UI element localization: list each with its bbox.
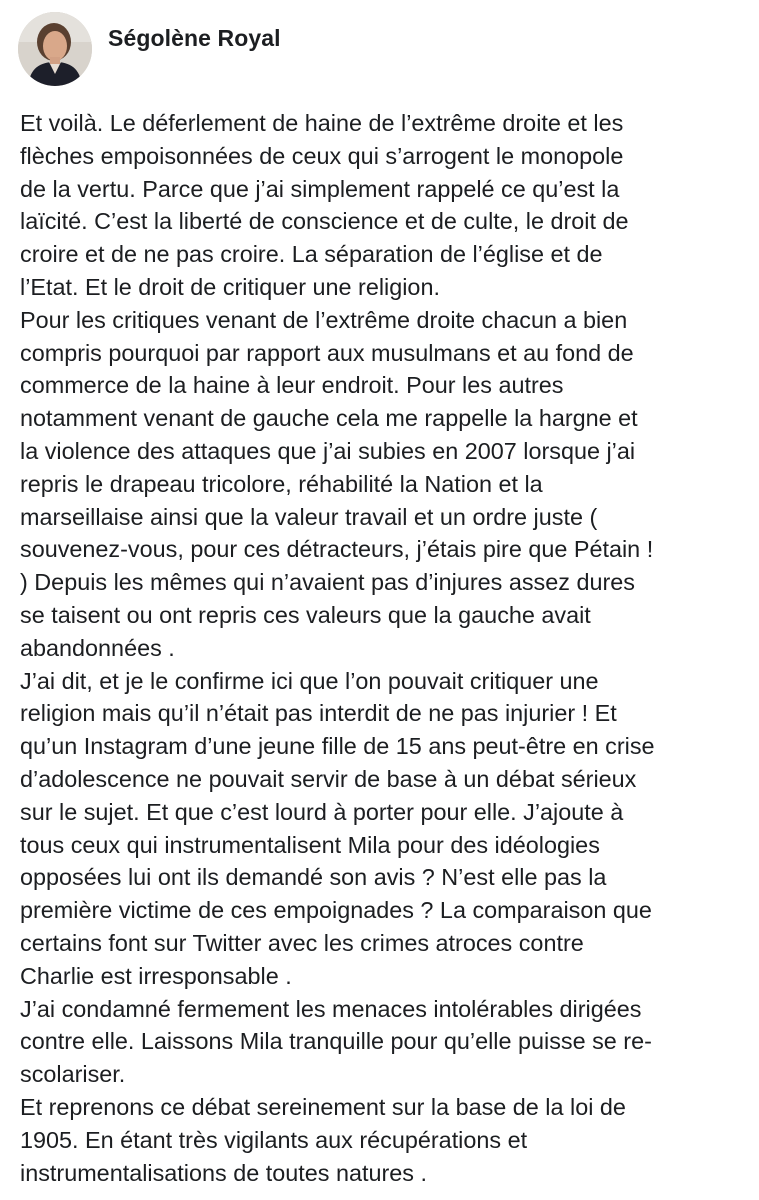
post-text-line: marseillaise ainsi que la valeur travail et un ordre juste ( xyxy=(20,503,598,530)
post-text-line: Charlie est irresponsable . xyxy=(20,962,292,989)
post-text-line: Et reprenons ce débat sereinement sur la base de la loi de xyxy=(20,1093,626,1120)
post-header xyxy=(18,12,281,86)
post-text-line: J’ai dit, et je le confirme ici que l’on pouvait critiquer une xyxy=(20,667,599,694)
post-text-line: scolariser. xyxy=(20,1061,126,1088)
author-name[interactable]: Ségolène Royal xyxy=(108,24,281,51)
post-text-line: contre elle. Laissons Mila tranquille pour qu’elle puisse se re- xyxy=(20,1028,652,1055)
post-text-line: d’adolescence ne pouvait servir de base à un débat sérieux xyxy=(20,765,637,792)
post-text-line: tous ceux qui instrumentalisent Mila pour des idéologies xyxy=(20,831,600,858)
post-text-line: Et voilà. Le déferlement de haine de l’extrême droite et les xyxy=(20,110,624,136)
post-text-line: croire et de ne pas croire. La séparation de l’église et de xyxy=(20,241,603,268)
post-text-line: instrumentalisations de toutes natures . xyxy=(20,1159,427,1186)
post-text-line: J’ai condamné fermement les menaces intolérables dirigées xyxy=(20,995,642,1022)
post-text-line: flèches empoisonnées de ceux qui s’arrogent le monopole xyxy=(20,142,624,169)
post-text-line: sur le sujet. Et que c’est lourd à porter pour elle. J’ajoute à xyxy=(20,798,624,825)
post-text-line: l’Etat. Et le droit de critiquer une religion. xyxy=(20,273,440,300)
post-text-line: compris pourquoi par rapport aux musulmans et au fond de xyxy=(20,339,634,366)
post-text-line: notamment venant de gauche cela me rappelle la hargne et xyxy=(20,405,638,432)
post-body xyxy=(20,107,750,1189)
post-text-line: ) Depuis les mêmes qui n’avaient pas d’injures assez dures xyxy=(20,569,635,596)
post-text-line: première victime de ces empoignades ? La comparaison que xyxy=(20,897,652,924)
post-text-line: commerce de la haine à leur endroit. Pour les autres xyxy=(20,372,564,399)
post-text-line: laïcité. C’est la liberté de conscience et de culte, le droit de xyxy=(20,208,629,235)
post-text-line: souvenez-vous, pour ces détracteurs, j’étais pire que Pétain ! xyxy=(20,536,654,563)
post-text-line: qu’un Instagram d’une jeune fille de 15 ans peut-être en crise xyxy=(20,733,655,760)
post-text-line: Pour les critiques venant de l’extrême droite chacun a bien xyxy=(20,306,628,333)
author-avatar[interactable] xyxy=(18,12,92,86)
post-text-line: 1905. En étant très vigilants aux récupérations et xyxy=(20,1126,528,1153)
post-text-line: repris le drapeau tricolore, réhabilité la Nation et la xyxy=(20,470,543,497)
post-text-line: de la vertu. Parce que j’ai simplement rappelé ce qu’est la xyxy=(20,175,620,202)
post-text-line: la violence des attaques que j’ai subies en 2007 lorsque j’ai xyxy=(20,437,636,464)
avatar-photo-icon xyxy=(18,12,92,86)
post-text-line: abandonnées . xyxy=(20,634,175,661)
post-text-line: religion mais qu’il n’était pas interdit de ne pas injurier ! Et xyxy=(20,700,617,727)
post-text-line: certains font sur Twitter avec les crimes atroces contre xyxy=(20,929,584,956)
post-text-line: se taisent ou ont repris ces valeurs que la gauche avait xyxy=(20,601,591,628)
post-text-line: opposées lui ont ils demandé son avis ? N’est elle pas la xyxy=(20,864,607,891)
